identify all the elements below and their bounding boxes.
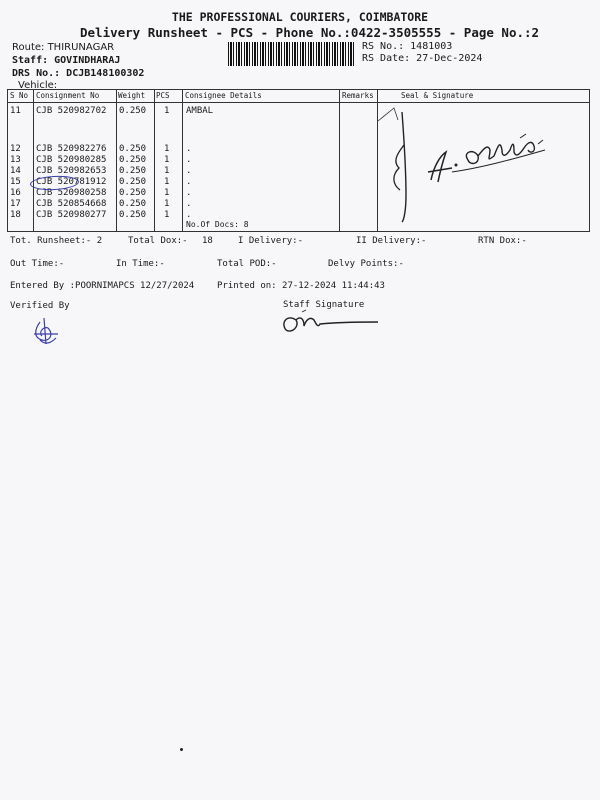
row-pcs: 1 xyxy=(164,210,170,220)
in-time: In Time:- xyxy=(116,259,165,269)
header-consignee: Consignee Details xyxy=(185,91,262,100)
row-sno: 17 xyxy=(10,199,21,209)
runsheet-title: Delivery Runsheet - PCS - Phone No.:0422-3505555 - Page No.:2 xyxy=(80,25,540,40)
company-name: THE PROFESSIONAL COURIERS, COIMBATORE xyxy=(171,10,429,24)
total-dox-label: Total Dox:- xyxy=(128,236,188,246)
row-pcs: 1 xyxy=(164,106,170,116)
header-sno: S No xyxy=(10,91,29,100)
i-delivery: I Delivery:- xyxy=(238,236,304,246)
row-weight: 0.250 xyxy=(119,199,147,209)
row-consignment-no: CJB 520781912 xyxy=(36,177,107,187)
row-weight: 0.250 xyxy=(119,188,147,198)
row-consignee: . xyxy=(186,155,192,165)
row-weight: 0.250 xyxy=(119,177,147,187)
row-weight: 0.250 xyxy=(119,166,147,176)
delvy-points: Delvy Points:- xyxy=(328,259,404,269)
row-sno: 11 xyxy=(10,106,21,116)
row-consignment-no: CJB 520980285 xyxy=(36,155,107,165)
row-consignee: . xyxy=(186,177,192,187)
row-consignee: . xyxy=(186,188,192,198)
row-consignment-no: CJB 520982276 xyxy=(36,144,107,154)
row-consignee: . xyxy=(186,210,192,220)
rtn-dox: RTN Dox:- xyxy=(478,236,527,246)
row-pcs: 1 xyxy=(164,166,170,176)
row-consignment-no: CJB 520982653 xyxy=(36,166,107,176)
staff-signature-label: Staff Signature xyxy=(283,300,365,310)
row-sno: 13 xyxy=(10,155,21,165)
no-of-docs: No.Of Docs: 8 xyxy=(186,220,249,229)
total-dox-value: 18 xyxy=(202,236,213,246)
row-consignee: AMBAL xyxy=(186,106,214,116)
header-seal: Seal & Signature xyxy=(401,91,474,100)
row-sno: 12 xyxy=(10,144,21,154)
row-pcs: 1 xyxy=(164,199,170,209)
rs-number: RS No.: 1481003 xyxy=(362,41,453,52)
out-time: Out Time:- xyxy=(10,259,65,269)
header-weight: Weight xyxy=(118,91,146,100)
entered-by: Entered By :POORNIMAPCS 12/27/2024 xyxy=(10,281,195,291)
row-weight: 0.250 xyxy=(119,155,147,165)
row-pcs: 1 xyxy=(164,177,170,187)
row-consignment-no: CJB 520980277 xyxy=(36,210,107,220)
row-sno: 16 xyxy=(10,188,21,198)
row-pcs: 1 xyxy=(164,144,170,154)
consignment-table xyxy=(7,89,590,232)
row-sno: 14 xyxy=(10,166,21,176)
rs-date: RS Date: 27-Dec-2024 xyxy=(362,53,483,64)
route: Route: THIRUNAGAR xyxy=(12,42,115,53)
ii-delivery: II Delivery:- xyxy=(356,236,427,246)
tot-runsheet: Tot. Runsheet:- 2 xyxy=(10,236,103,246)
row-pcs: 1 xyxy=(164,155,170,165)
header-consignment: Consignment No xyxy=(36,91,100,100)
row-sno: 18 xyxy=(10,210,21,220)
row-consignee: . xyxy=(186,199,192,209)
printed-on: Printed on: 27-12-2024 11:44:43 xyxy=(217,281,385,291)
row-sno: 15 xyxy=(10,177,21,187)
scan-speck xyxy=(180,748,183,751)
verified-by: Verified By xyxy=(10,301,70,311)
row-weight: 0.250 xyxy=(119,144,147,154)
vehicle: Vehicle: xyxy=(18,80,58,91)
row-consignee: . xyxy=(186,166,192,176)
row-consignment-no: CJB 520854668 xyxy=(36,199,107,209)
barcode xyxy=(228,42,356,66)
total-pod: Total POD:- xyxy=(217,259,277,269)
header-remarks: Remarks xyxy=(342,91,374,100)
drs-number: DRS No.: DCJB148100302 xyxy=(12,68,145,79)
row-consignment-no: CJB 520982702 xyxy=(36,106,107,116)
row-consignee: . xyxy=(186,144,192,154)
row-weight: 0.250 xyxy=(119,106,147,116)
staff: Staff: GOVINDHARAJ xyxy=(12,55,121,66)
row-consignment-no: CJB 520980258 xyxy=(36,188,107,198)
row-weight: 0.250 xyxy=(119,210,147,220)
header-pcs: PCS xyxy=(156,91,170,100)
row-pcs: 1 xyxy=(164,188,170,198)
